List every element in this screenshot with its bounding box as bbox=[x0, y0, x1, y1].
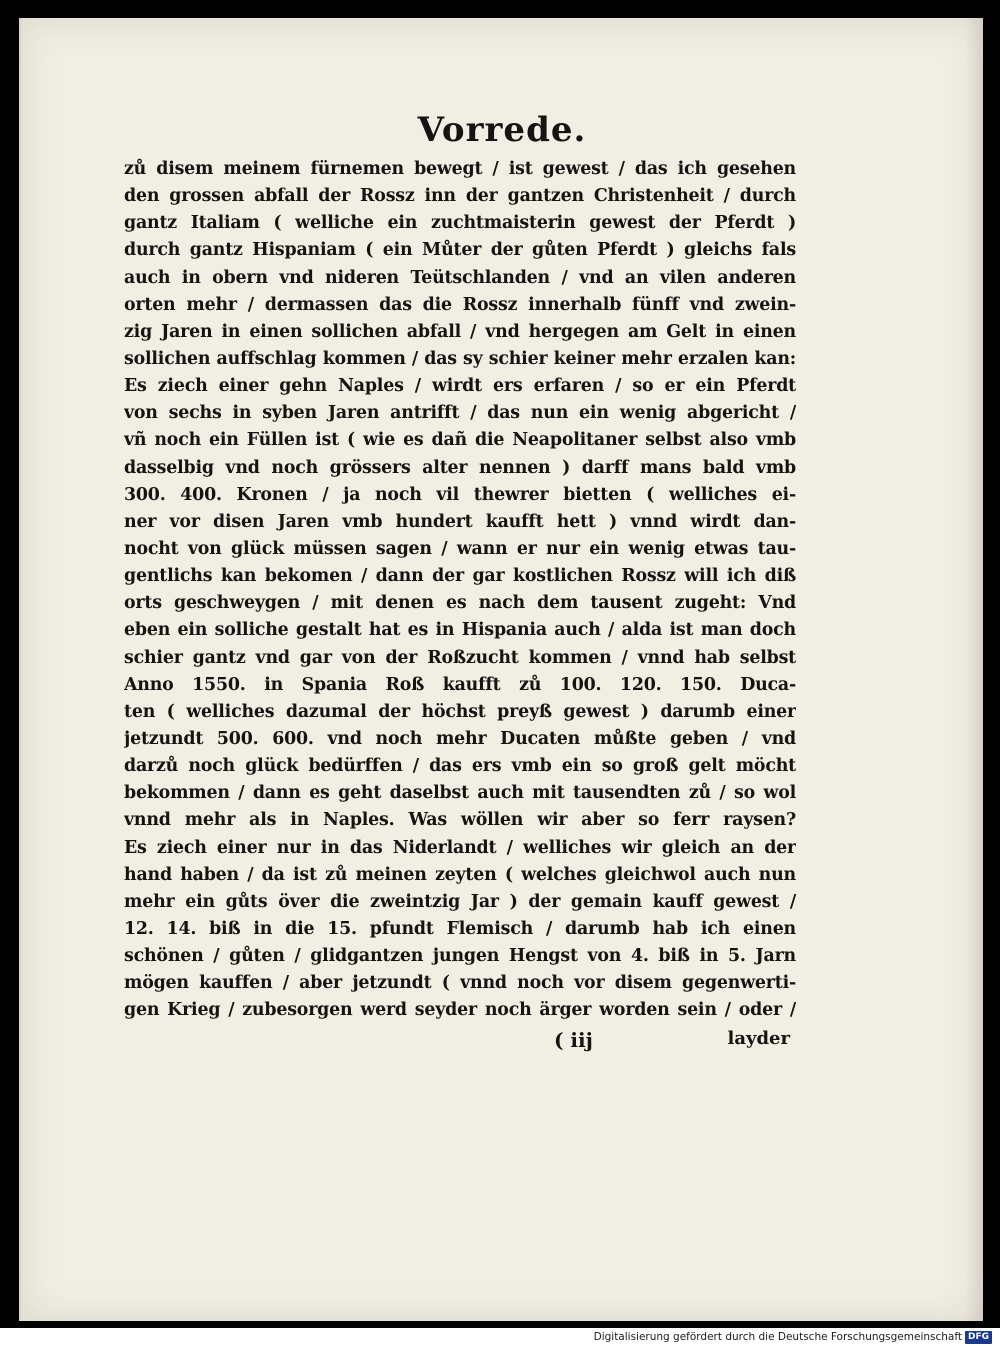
text-block bbox=[124, 156, 796, 1025]
text-line: sollichen auffschlag kommen / das sy schier keiner mehr erzalen kan: bbox=[124, 348, 796, 369]
text-line: eben ein solliche gestalt hat es in Hispania auch / alda ist man doch bbox=[124, 620, 796, 641]
text-line: schönen / gůten / glidgantzen jungen Hengst von 4. biß in 5. Jarn bbox=[124, 946, 796, 967]
text-line: darzů noch glück bedürffen / das ers vmb ein so groß gelt möcht bbox=[124, 756, 796, 777]
text-line: gantz Italiam ( welliche ein zuchtmaisterin gewest der Pferdt ) bbox=[124, 213, 796, 234]
text-line: Es ziech einer nur in das Niderlandt / welliches wir gleich an der bbox=[124, 837, 796, 858]
text-line: zig Jaren in einen sollichen abfall / vnd hergegen am Gelt in einen bbox=[124, 321, 796, 342]
text-line: Es ziech einer gehn Naples / wirdt ers erfaren / so er ein Pferdt bbox=[124, 376, 796, 397]
text-line: auch in obern vnd nideren Teütschlanden / vnd an vilen anderen bbox=[124, 267, 796, 288]
text-line: bekommen / dann es geht daselbst auch mit tausendten zů / so wol bbox=[124, 783, 796, 804]
book-page bbox=[19, 18, 983, 1321]
text-line: ten ( welliches dazumal der höchst preyß gewest ) darumb einer bbox=[124, 701, 796, 722]
text-line: gentlichs kan bekomen / dann der gar kostlichen Rossz will ich diß bbox=[124, 566, 796, 587]
digitization-credit: Digitalisierung gefördert durch die Deutsche Forschungsgemeinschaft bbox=[593, 1331, 962, 1343]
page-edge-shadow bbox=[965, 18, 983, 1321]
text-line: nocht von glück müssen sagen / wann er nur ein wenig etwas tau- bbox=[124, 538, 796, 559]
text-line: 300. 400. Kronen / ja noch vil thewrer bietten ( welliches ei- bbox=[124, 484, 796, 505]
text-line: Anno 1550. in Spania Roß kaufft zů 100. 120. 150. Duca- bbox=[124, 674, 796, 695]
text-line: vñ noch ein Füllen ist ( wie es dañ die Neapolitaner selbst also vmb bbox=[124, 430, 796, 451]
text-line: 12. 14. biß in die 15. pfundt Flemisch / darumb hab ich einen bbox=[124, 918, 796, 939]
text-line: schier gantz vnd gar von der Roßzucht kommen / vnnd hab selbst bbox=[124, 647, 796, 668]
text-line: den grossen abfall der Rossz inn der gantzen Christenheit / durch bbox=[124, 186, 796, 207]
text-line: dasselbig vnd noch grössers alter nennen ) darff mans bald vmb bbox=[124, 457, 796, 478]
text-line: mehr ein gůts över die zweintzig Jar ) der gemain kauff gewest / bbox=[124, 891, 796, 912]
text-line: ner vor disen Jaren vmb hundert kaufft hett ) vnnd wirdt dan- bbox=[124, 511, 796, 532]
text-line: vnnd mehr als in Naples. Was wöllen wir aber so ferr raysen? bbox=[124, 810, 796, 831]
signature-mark: ( iij bbox=[554, 1028, 593, 1052]
text-line: mögen kauffen / aber jetzundt ( vnnd noch vor disem gegenwerti- bbox=[124, 973, 796, 994]
text-line: gen Krieg / zubesorgen werd seyder noch ärger worden sein / oder / bbox=[124, 1000, 796, 1021]
running-head: Vorrede. bbox=[417, 110, 587, 150]
digitization-credit-bar bbox=[0, 1328, 1000, 1348]
text-line: durch gantz Hispaniam ( ein Můter der gůten Pferdt ) gleichs fals bbox=[124, 240, 796, 261]
text-line: hand haben / da ist zů meinen zeyten ( welches gleichwol auch nun bbox=[124, 864, 796, 885]
text-line: zů disem meinem fürnemen bewegt / ist gewest / das ich gesehen bbox=[124, 159, 796, 179]
text-line: jetzundt 500. 600. vnd noch mehr Ducaten můßte geben / vnd bbox=[124, 728, 796, 749]
text-line: orten mehr / dermassen das die Rossz innerhalb fünff vnd zwein- bbox=[124, 294, 796, 315]
catchword: layder bbox=[727, 1028, 790, 1049]
text-line: von sechs in syben Jaren antrifft / das nun ein wenig abgericht / bbox=[124, 403, 796, 424]
text-line: orts geschweygen / mit denen es nach dem tausent zugeht: Vnd bbox=[124, 593, 796, 614]
dfg-logo: DFG bbox=[965, 1331, 992, 1344]
page-footer-marks bbox=[124, 1028, 796, 1058]
